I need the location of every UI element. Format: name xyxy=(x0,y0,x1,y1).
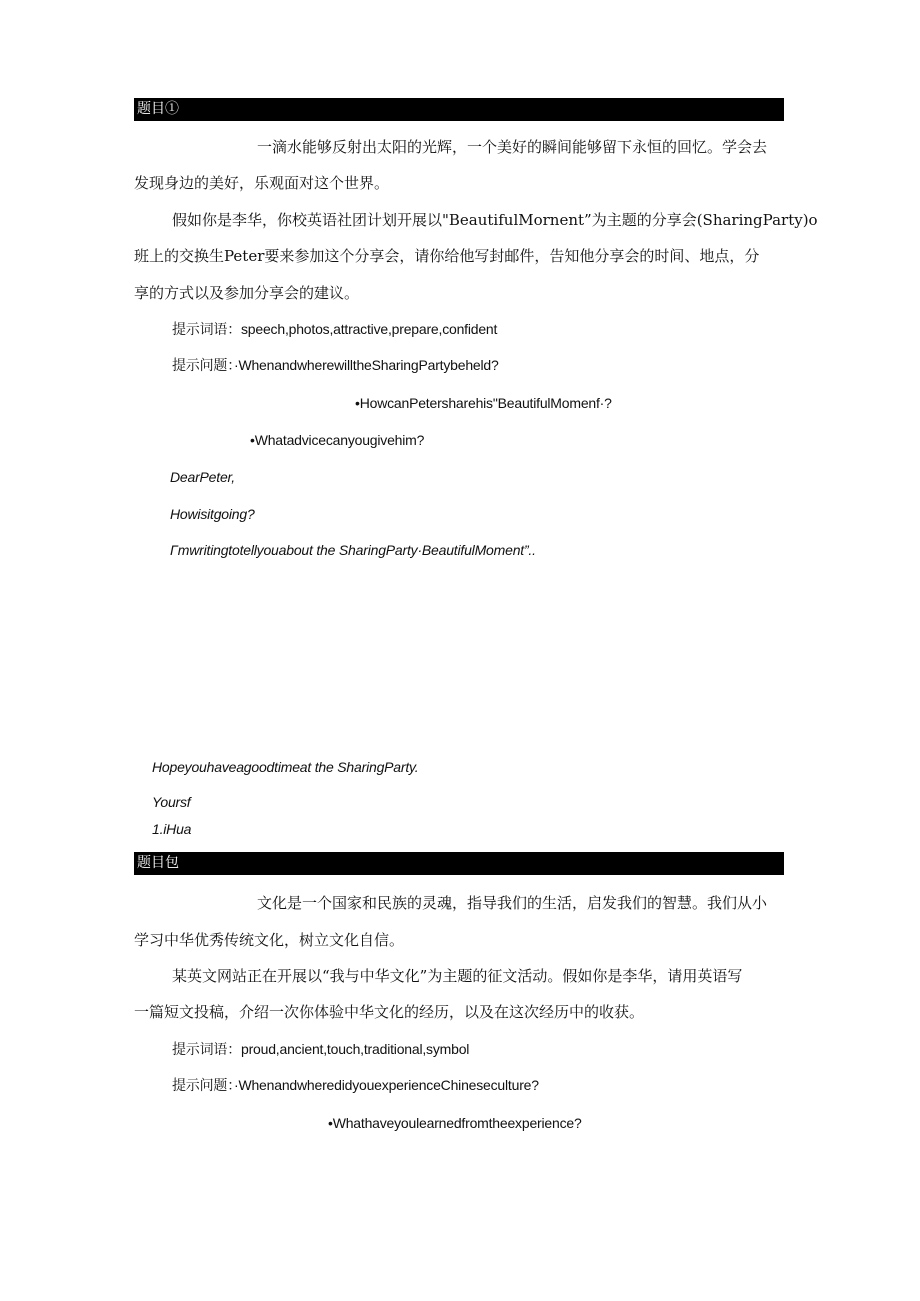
q2-hint-question-2: •Whathaveyoulearnedfromtheexperience? xyxy=(328,1115,582,1131)
letter-opening: Γmwritingtotellyouabout the SharingParty·BeautifulMoment”.. xyxy=(170,542,536,558)
q1-hint-question-2: •HowcanPetersharehis"BeautifulMomenf·? xyxy=(355,395,612,411)
letter-salutation: DearPeter, xyxy=(170,469,235,485)
q2-intro-line-2: 学习中华优秀传统文化，树立文化自信。 xyxy=(134,931,405,949)
q2-intro-line-1: 文化是一个国家和民族的灵魂，指导我们的生活，启发我们的智慧。我们从小 xyxy=(257,894,768,912)
q1-intro-line-1: 一滴水能够反射出太阳的光辉，一个美好的瞬间能够留下永恒的回忆。学会去 xyxy=(257,138,768,156)
q1-hint-question-3: •Whatadvicecanyougivehim? xyxy=(250,432,425,448)
letter-closing: Hopeyouhaveagoodtimeat the SharingParty. xyxy=(152,759,419,775)
q2-task-line-1: 某英文网站正在开展以“我与中华文化”为主题的征文活动。假如你是李华，请用英语写 xyxy=(172,967,743,985)
letter-greeting: Howisitgoing? xyxy=(170,506,255,522)
question-2-heading: 题目包 xyxy=(134,852,784,875)
q1-intro-line-2: 发现身边的美好，乐观面对这个世界。 xyxy=(134,174,390,192)
q2-hint-words: 提示词语：proud,ancient,touch,traditional,symbol xyxy=(172,1041,470,1057)
question-1-heading: 题目① xyxy=(134,98,784,121)
letter-sign-off: Yoursf xyxy=(152,794,191,810)
q1-task-line-3: 享的方式以及参加分享会的建议。 xyxy=(134,284,360,302)
q1-hint-question-1: 提示问题：·WhenandwherewilltheSharingPartybeheld? xyxy=(172,357,499,373)
q2-task-line-2: 一篇短文投稿，介绍一次你体验中华文化的经历，以及在这次经历中的收获。 xyxy=(134,1003,645,1021)
q1-hint-words: 提示词语：speech,photos,attractive,prepare,confident xyxy=(172,321,498,337)
letter-signature: 1.iHua xyxy=(152,821,192,837)
q1-task-line-2: 班上的交换生Peter要来参加这个分享会，请你给他写封邮件，告知他分享会的时间、地点，分 xyxy=(134,247,760,265)
q2-hint-question-1: 提示问题：·WhenandwheredidyouexperienceChineseculture? xyxy=(172,1077,539,1093)
q1-task-line-1: 假如你是李华，你校英语社团计划开展以"BeautifulMornent”为主题的分享会(SharingParty)o xyxy=(172,211,818,229)
